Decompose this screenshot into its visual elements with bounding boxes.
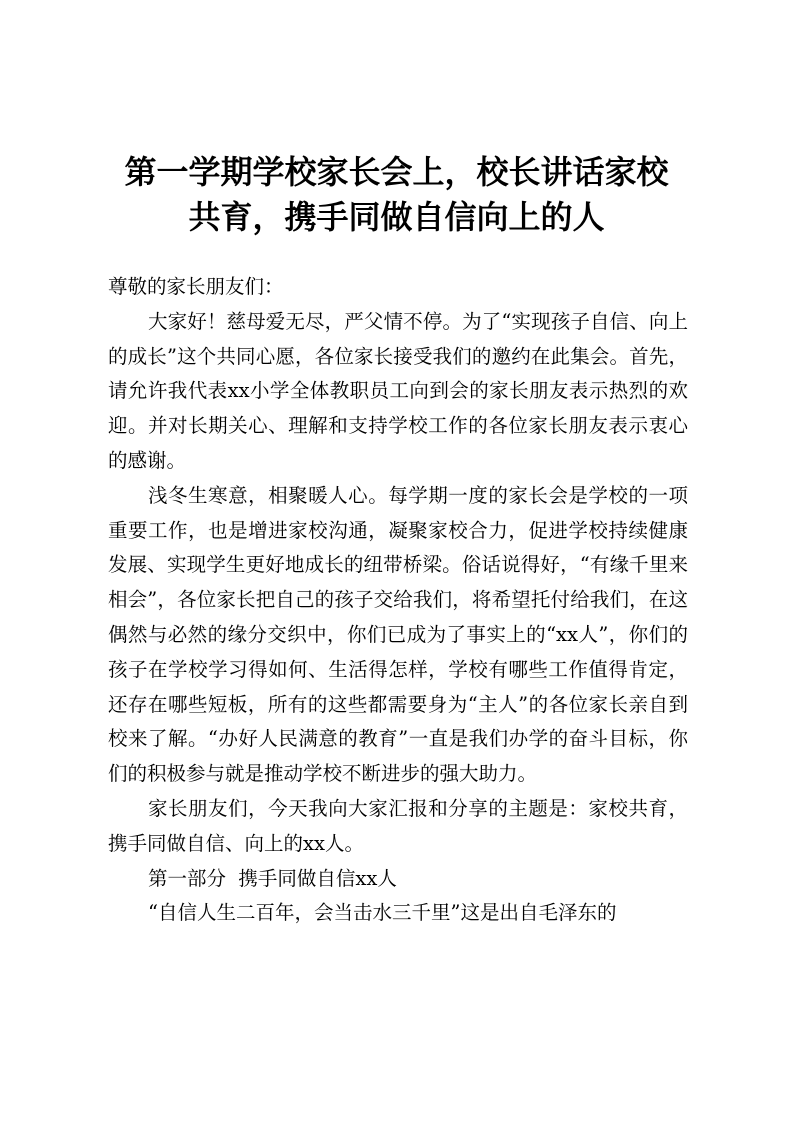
salutation: 尊敬的家长朋友们： (108, 275, 284, 298)
section-heading-part-one: 第一部分 携手同做自信xx人 (148, 866, 397, 890)
title-line-1: 第一学期学校家长会上，校长讲话家校 (124, 153, 669, 191)
document-title (80, 150, 713, 240)
paragraph-theme: 家长朋友们，今天我向大家汇报和分享的主题是：家校共育，携手同做自信、向上的xx人。 (108, 796, 688, 855)
paragraph-meeting-purpose: 浅冬生寒意，相聚暖人心。每学期一度的家长会是学校的一项重要工作，也是增进家校沟通，凝聚家校合力，促进学校持续健康发展、实现学生更好地成长的纽带桥梁。俗话说得好，“有缘千里来相会”，各位家长把自己的孩子交给我们，将希望托付给我们，在这偶然与必然的缘分交织中，你们已成为了事实上的“xx人”，你们的孩子在学校学习得如何、生活得怎样，学校有哪些工作值得肯定，还存在哪些短板，所有的这些都需要身为“主人”的各位家长亲自到校来了解。“办好人民满意的教育”一直是我们办学的奋斗目标，你们的积极参与就是推动学校不断进步的强大助力。 (108, 483, 688, 786)
document-body (108, 270, 688, 931)
title-line-2: 共育，携手同做自信向上的人 (188, 198, 605, 236)
paragraph-greeting: 大家好！慈母爱无尽，严父情不停。为了“实现孩子自信、向上的成长”这个共同心愿，各位家长接受我们的邀约在此集会。首先，请允许我代表xx小学全体教职员工向到会的家长朋友表示热烈的欢迎。并对长期关心、理解和支持学校工作的各位家长朋友表示衷心的感谢。 (108, 309, 688, 472)
paragraph-quote: “自信人生二百年，会当击水三千里”这是出自毛泽东的 (148, 901, 617, 925)
